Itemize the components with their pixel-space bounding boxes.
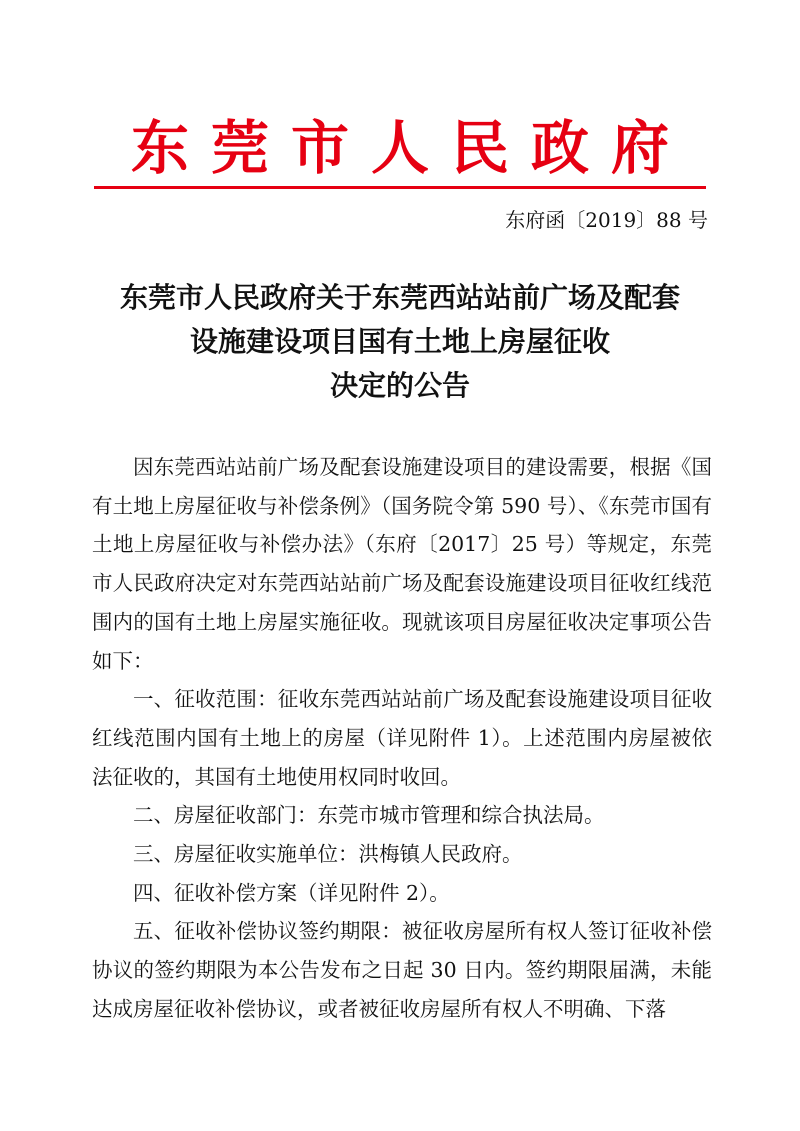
document-body — [92, 448, 712, 1029]
paragraph-preamble: 因东莞西站站前广场及配套设施建设项目的建设需要，根据《国有土地上房屋征收与补偿条例》（国务院令第 590 号）、《东莞市国有土地上房屋征收与补偿办法》（东府〔2017〕25 号）等规定，东莞市人民政府决定对东莞西站站前广场及配套设施建设项目征收红线范围内的国有土地上房屋实施征收。现就该项目房屋征收决定事项公告如下： — [92, 455, 712, 673]
paragraph-scope: 一、征收范围：征收东莞西站站前广场及配套设施建设项目征收红线范围内国有土地上的房屋（详见附件 1）。上述范围内房屋被依法征收的，其国有土地使用权同时收回。 — [92, 687, 712, 789]
title-line-1: 东莞市人民政府关于东莞西站站前广场及配套 — [119, 281, 680, 314]
paragraph-compensation-plan: 四、征收补偿方案（详见附件 2）。 — [133, 880, 450, 905]
issuer-masthead: 东莞市人民政府 — [130, 114, 691, 182]
paragraph-implementing-unit: 三、房屋征收实施单位：洪梅镇人民政府。 — [133, 842, 523, 867]
paragraph-signing-deadline: 五、征收补偿协议签约期限：被征收房屋所有权人签订征收补偿协议的签约期限为本公告发布之日起 30 日内。签约期限届满，未能达成房屋征收补偿协议，或者被征收房屋所有权人不明确、下落 — [92, 919, 712, 1021]
document-title — [70, 276, 730, 408]
title-line-3: 决定的公告 — [329, 369, 470, 402]
paragraph-department: 二、房屋征收部门：东莞市城市管理和综合执法局。 — [133, 803, 605, 828]
document-number: 东府函〔2019〕88 号 — [505, 208, 708, 232]
title-line-2: 设施建设项目国有土地上房屋征收 — [189, 325, 610, 358]
red-separator-line — [94, 186, 706, 189]
